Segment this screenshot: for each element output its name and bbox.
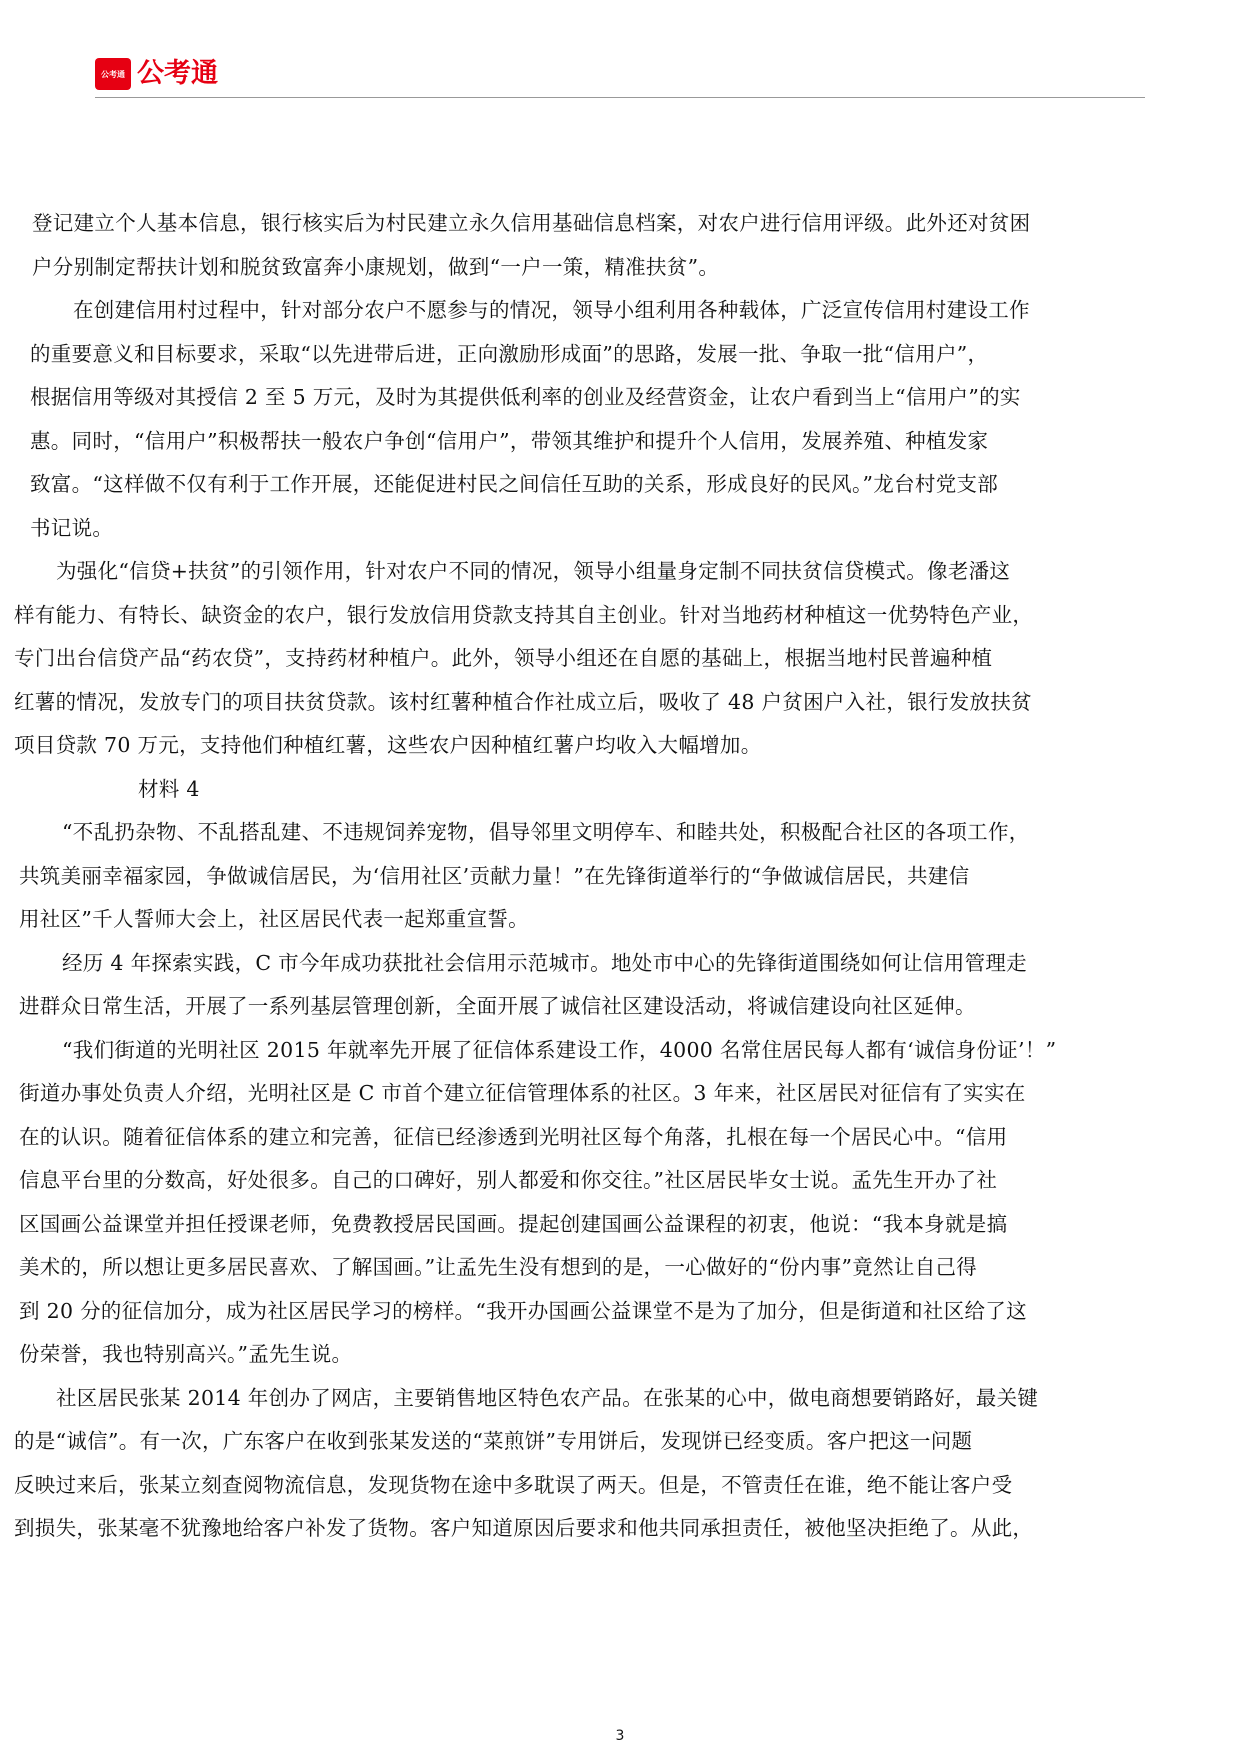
text-line: “我们街道的光明社区 2015 年就率先开展了征信体系建设工作，4000 名常住居民每人都有‘诚信身份证’！” <box>62 1038 1057 1062</box>
text-line: 信息平台里的分数高，好处很多。自己的口碑好，别人都爱和你交往。”社区居民毕女士说。孟先生开办了社 <box>19 1168 998 1192</box>
text-line: 经历 4 年探索实践，C 市今年成功获批社会信用示范城市。地处市中心的先锋街道围绕如何让信用管理走 <box>62 951 1027 975</box>
text-line: 到 20 分的征信加分，成为社区居民学习的榜样。“我开办国画公益课堂不是为了加分，但是街道和社区给了这 <box>19 1299 1027 1323</box>
text-line: 到损失，张某毫不犹豫地给客户补发了货物。客户知道原因后要求和他共同承担责任，被他坚决拒绝了。从此， <box>14 1516 1034 1540</box>
logo-badge: 公考通 <box>95 58 131 90</box>
text-line: 的是“诚信”。有一次，广东客户在收到张某发送的“菜煎饼”专用饼后，发现饼已经变质。客户把这一问题 <box>14 1429 973 1453</box>
text-line: 项目贷款 70 万元，支持他们种植红薯，这些农户因种植红薯户均收入大幅增加。 <box>14 733 762 757</box>
text-line: 为强化“信贷+扶贫”的引领作用，针对农户不同的情况，领导小组量身定制不同扶贫信贷模式。像老潘这 <box>56 559 1011 583</box>
section-heading: 材料 4 <box>138 777 200 801</box>
text-line: 反映过来后，张某立刻查阅物流信息，发现货物在途中多耽误了两天。但是，不管责任在谁，绝不能让客户受 <box>14 1473 1013 1497</box>
text-line: 红薯的情况，发放专门的项目扶贫贷款。该村红薯种植合作社成立后，吸收了 48 户贫困户入社，银行发放扶贫 <box>14 690 1032 714</box>
text-line: 在的认识。随着征信体系的建立和完善，征信已经渗透到光明社区每个角落，扎根在每一个居民心中。“信用 <box>19 1125 1008 1149</box>
header-divider <box>95 97 1145 98</box>
text-line: 共筑美丽幸福家园，争做诚信居民，为‘信用社区’贡献力量！”在先锋街道举行的“争做诚信居民，共建信 <box>19 864 970 888</box>
page-number: 3 <box>615 1728 625 1744</box>
text-line: 专门出台信贷产品“药农贷”，支持药材种植户。此外，领导小组还在自愿的基础上，根据当地村民普遍种植 <box>14 646 993 670</box>
text-line: 户分别制定帮扶计划和脱贫致富奔小康规划，做到“一户一策，精准扶贫”。 <box>32 255 720 279</box>
text-line: 份荣誉，我也特别高兴。”孟先生说。 <box>19 1342 353 1366</box>
text-line: 在创建信用村过程中，针对部分农户不愿参与的情况，领导小组利用各种载体，广泛宣传信用村建设工作 <box>73 298 1030 322</box>
text-line: 惠。同时，“信用户”积极帮扶一般农户争创“信用户”，带领其维护和提升个人信用，发展养殖、种植发家 <box>30 429 989 453</box>
text-line: 美术的，所以想让更多居民喜欢、了解国画。”让孟先生没有想到的是，一心做好的“份内事”竟然让自己得 <box>19 1255 978 1279</box>
text-line: 进群众日常生活，开展了一系列基层管理创新，全面开展了诚信社区建设活动，将诚信建设向社区延伸。 <box>19 994 976 1018</box>
text-line: 社区居民张某 2014 年创办了网店，主要销售地区特色农产品。在张某的心中，做电商想要销路好，最关键 <box>56 1386 1039 1410</box>
text-line: 区国画公益课堂并担任授课老师，免费教授居民国画。提起创建国画公益课程的初衷，他说：“我本身就是搞 <box>19 1212 1008 1236</box>
text-line: 致富。“这样做不仅有利于工作开展，还能促进村民之间信任互助的关系，形成良好的民风。”龙台村党支部 <box>30 472 999 496</box>
page-header <box>95 56 1145 98</box>
text-line: 书记说。 <box>30 516 114 540</box>
text-line: “不乱扔杂物、不乱搭乱建、不违规饲养宠物，倡导邻里文明停车、和睦共处，积极配合社区的各项工作， <box>62 820 1030 844</box>
text-line: 根据信用等级对其授信 2 至 5 万元，及时为其提供低利率的创业及经营资金，让农户看到当上“信用户”的实 <box>30 385 1021 409</box>
text-line: 登记建立个人基本信息，银行核实后为村民建立永久信用基础信息档案，对农户进行信用评级。此外还对贫困 <box>32 211 1031 235</box>
logo-text: 公考通 <box>137 58 218 89</box>
text-line: 用社区”千人誓师大会上，社区居民代表一起郑重宣誓。 <box>19 907 529 931</box>
text-line: 的重要意义和目标要求，采取“以先进带后进，正向激励形成面”的思路，发展一批、争取一批“信用户”， <box>30 342 989 366</box>
text-line: 样有能力、有特长、缺资金的农户，银行发放信用贷款支持其自主创业。针对当地药材种植这一优势特色产业， <box>14 603 1034 627</box>
text-line: 街道办事处负责人介绍，光明社区是 C 市首个建立征信管理体系的社区。3 年来，社区居民对征信有了实实在 <box>19 1081 1026 1105</box>
